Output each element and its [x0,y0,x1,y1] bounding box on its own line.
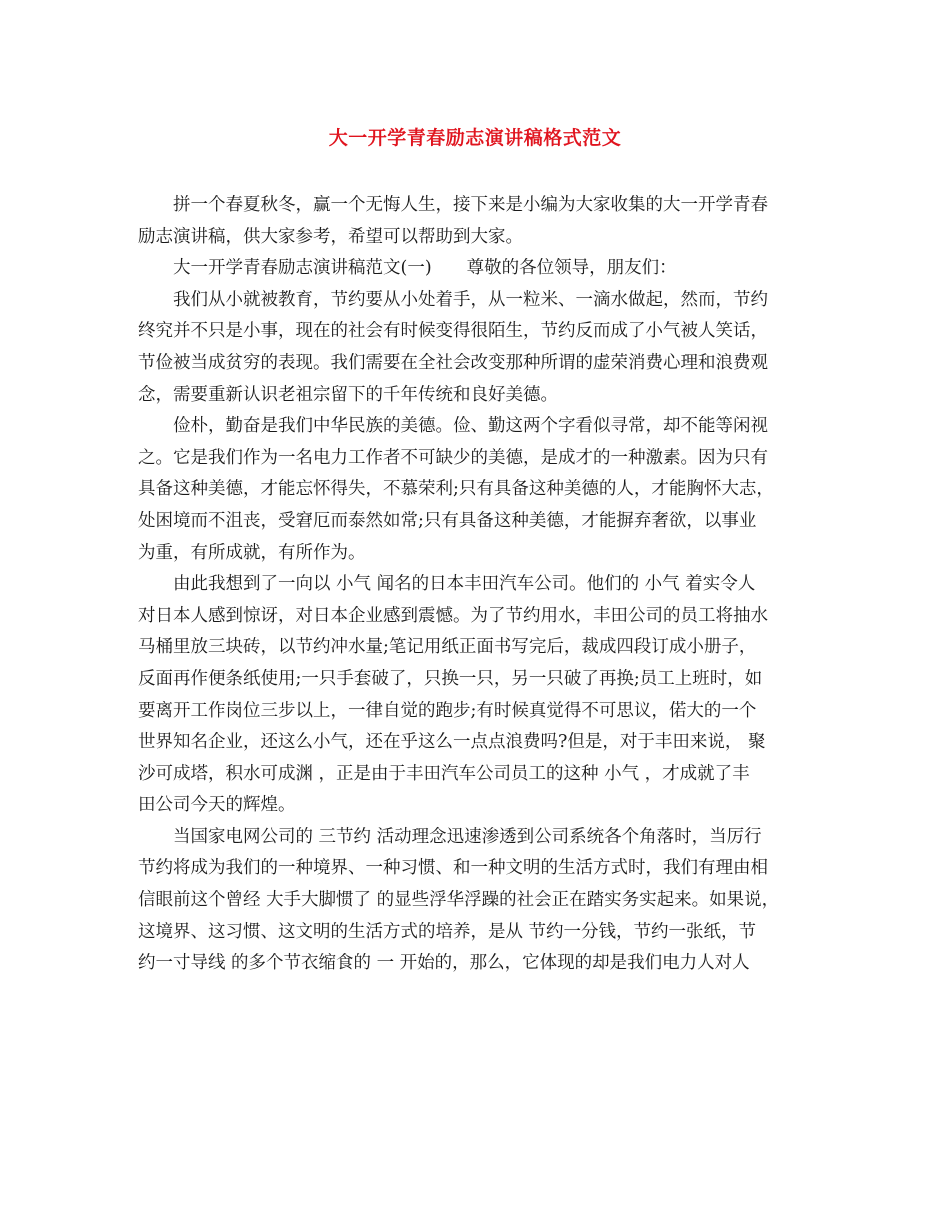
paragraph-line: 励志演讲稿，供大家参考，希望可以帮助到大家。 [138,226,523,247]
paragraph-line: 处困境而不沮丧，受窘厄而泰然如常;只有具备这种美德，才能摒弃奢欲，以事业 [138,510,757,531]
paragraph-line: 节俭被当成贫穷的表现。我们需要在全社会改变那种所谓的虚荣消费心理和浪费观 [138,352,768,373]
paragraph [138,822,822,980]
paragraph [138,411,822,569]
paragraph-line: 要离开工作岗位三步以上，一律自觉的跑步;有时候真觉得不可思议，偌大的一个 [138,700,757,721]
paragraph-line: 信眼前这个曾经 大手大脚惯了 的显些浮华浮躁的社会正在踏实务实起来。如果说， [138,890,780,911]
paragraph [138,569,822,822]
paragraph-line: 反面再作便条纸使用;一只手套破了，只换一只，另一只破了再换;员工上班时，如 [138,668,763,689]
paragraph [138,190,822,253]
paragraph-line: 拼一个春夏秋冬，赢一个无悔人生，接下来是小编为大家收集的大一开学青春 [173,195,768,215]
paragraph-line: 具备这种美德，才能忘怀得失，不慕荣利;只有具备这种美德的人，才能胸怀大志， [138,479,774,500]
paragraph-line: 大一开学青春励志演讲稿范文(一) 尊敬的各位领导，朋友们： [173,258,677,279]
paragraph-line: 节约将成为我们的一种境界、一种习惯、和一种文明的生活方式时，我们有理由相 [138,858,768,879]
paragraph-line: 对日本人感到惊讶，对日本企业感到震憾。为了节约用水，丰田公司的员工将抽水 [138,605,768,626]
paragraph-line: 终究并不只是小事，现在的社会有时候变得很陌生，节约反而成了小气被人笑话， [138,321,768,342]
paragraph-line: 当国家电网公司的 三节约 活动理念迅速渗透到公司系统各个角落时，当厉行 [173,826,762,847]
paragraph-line: 之。它是我们作为一名电力工作者不可缺少的美德，是成才的一种激素。因为只有 [138,447,768,468]
paragraph-line: 这境界、这习惯、这文明的生活方式的培养，是从 节约一分钱，节约一张纸，节 [138,921,757,942]
paragraph-line: 世界知名企业，还这么小气，还在乎这么一点点浪费吗?但是，对于丰田来说， 聚 [138,732,766,753]
paragraph-line: 我们从小就被教育，节约要从小处着手，从一粒米、一滴水做起，然而，节约 [173,289,768,310]
paragraph-line: 沙可成塔，积水可成渊 ，正是由于丰田汽车公司员工的这种 小气 ，才成就了丰 [138,763,750,784]
paragraph-line: 约一寸导线 的多个节衣缩食的 一 开始的，那么，它体现的却是我们电力人对人 [138,953,750,974]
paragraph [138,285,822,411]
paragraph-line: 马桶里放三块砖，以节约冲水量;笔记用纸正面书写完后，裁成四段订成小册子， [138,637,757,658]
document-body [138,190,822,980]
paragraph [138,253,822,285]
paragraph-line: 由此我想到了一向以 小气 闻名的日本丰田汽车公司。他们的 小气 着实令人 [173,574,756,595]
document-title: 大一开学青春励志演讲稿格式范文 [328,127,622,149]
paragraph-line: 念，需要重新认识老祖宗留下的千年传统和良好美德。 [138,384,558,405]
paragraph-line: 田公司今天的辉煌。 [138,795,296,816]
paragraph-line: 俭朴，勤奋是我们中华民族的美德。俭、勤这两个字看似寻常，却不能等闲视 [173,416,768,437]
paragraph-line: 为重，有所成就，有所作为。 [138,542,366,563]
